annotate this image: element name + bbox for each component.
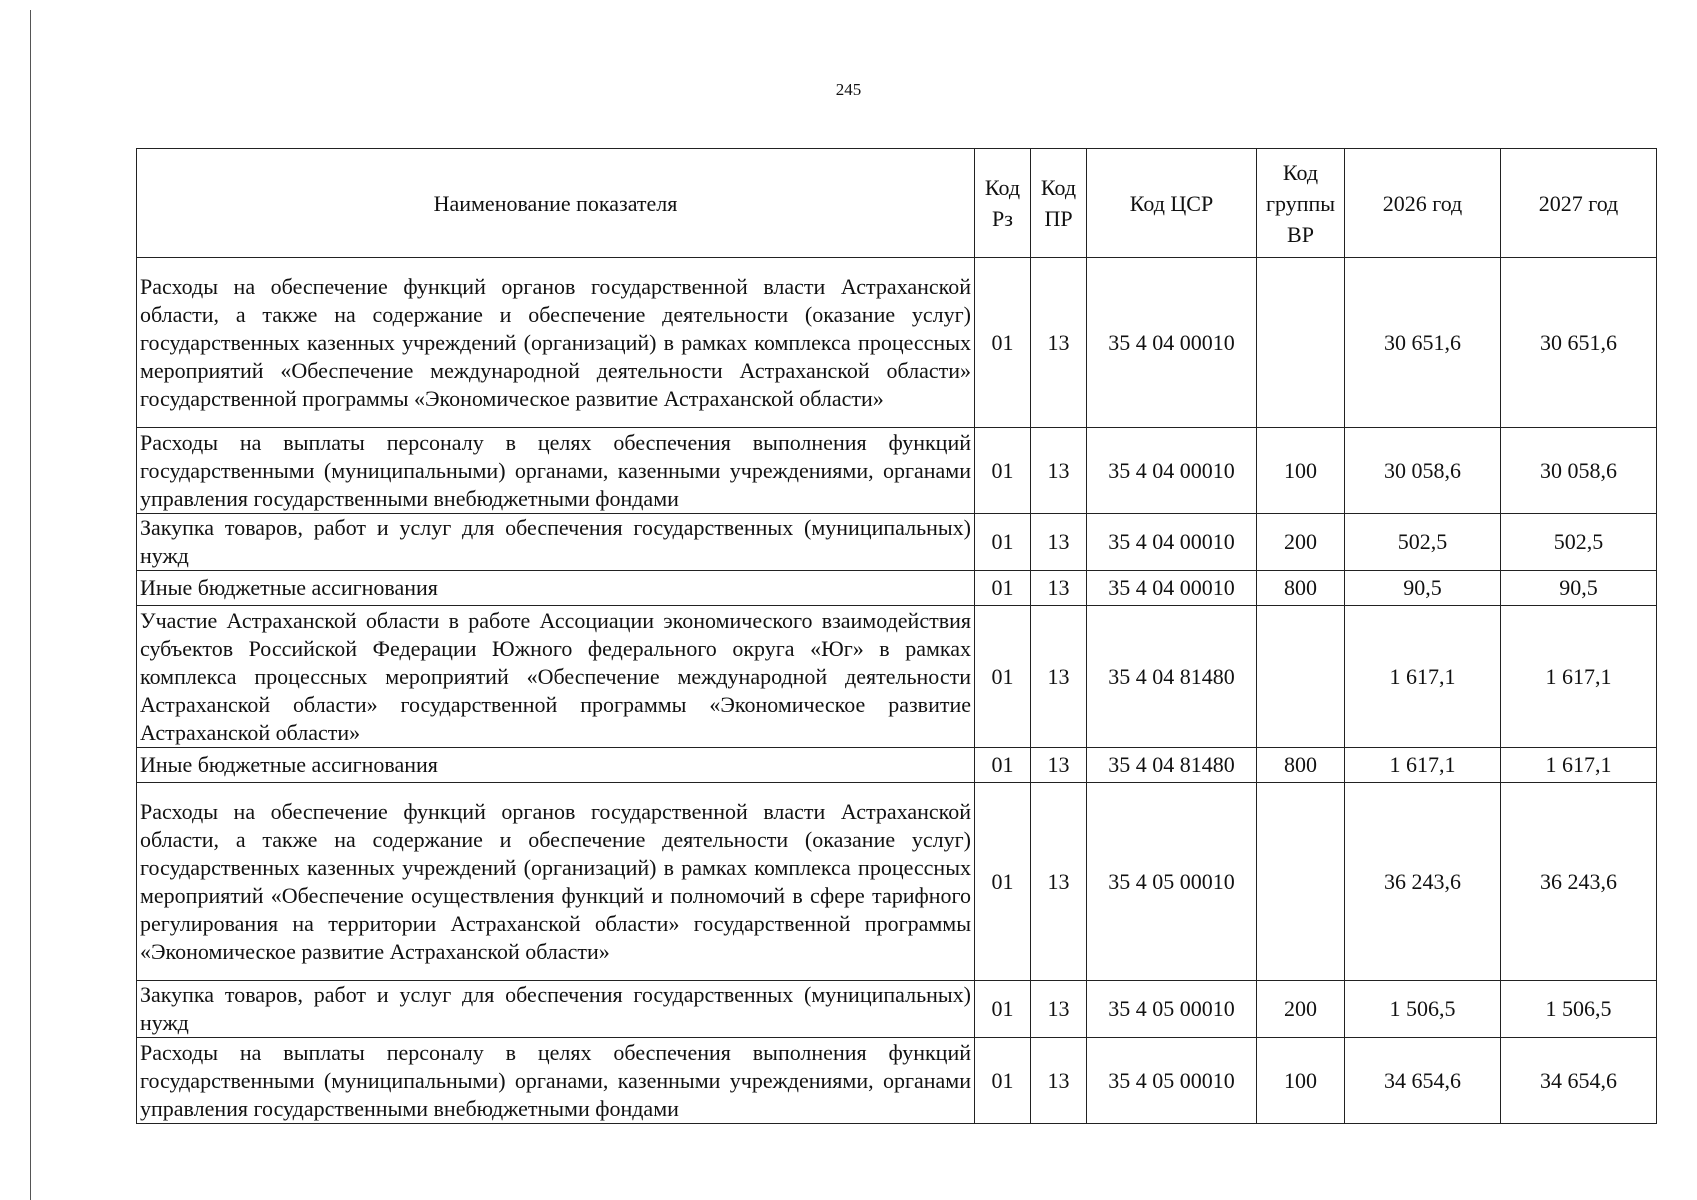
row-2027: 34 654,6 [1501, 1038, 1657, 1124]
row-2026: 1 617,1 [1345, 748, 1501, 783]
row-vr: 800 [1257, 748, 1345, 783]
row-name: Расходы на обеспечение функций органов государственной власти Астраханской области, а также на содержание и обеспечение деятельности (оказание услуг) государственных казенных учреждений (организаций) в рамках комплекса процессных мероприятий «Обеспечение международной деятельности Астраханской области» государственной программы «Экономическое развитие Астраханской области» [137, 258, 975, 428]
row-name: Расходы на выплаты персоналу в целях обеспечения выполнения функций государственными (муниципальными) органами, казенными учреждениями, органами управления государственными внебюджетными фондами [137, 1038, 975, 1124]
row-name: Расходы на выплаты персоналу в целях обеспечения выполнения функций государственными (муниципальными) органами, казенными учреждениями, органами управления государственными внебюджетными фондами [137, 428, 975, 514]
header-csr: Код ЦСР [1087, 149, 1257, 258]
row-name: Закупка товаров, работ и услуг для обеспечения государственных (муниципальных) нужд [137, 981, 975, 1038]
row-rz: 01 [975, 981, 1031, 1038]
table-row [137, 571, 1657, 606]
table-row [137, 981, 1657, 1038]
header-row [137, 149, 1657, 258]
row-vr: 100 [1257, 428, 1345, 514]
row-rz: 01 [975, 571, 1031, 606]
row-name: Участие Астраханской области в работе Ассоциации экономического взаимодействия субъектов Российской Федерации Южного федерального округа «Юг» в рамках комплекса процессных мероприятий «Обеспечение международной деятельности Астраханской области» государственной программы «Экономическое развитие Астраханской области» [137, 606, 975, 748]
table-row [137, 258, 1657, 428]
row-name: Иные бюджетные ассигнования [137, 571, 975, 606]
table-row [137, 748, 1657, 783]
row-2026: 30 651,6 [1345, 258, 1501, 428]
row-vr: 100 [1257, 1038, 1345, 1124]
row-csr: 35 4 04 81480 [1087, 606, 1257, 748]
row-2026: 502,5 [1345, 514, 1501, 571]
row-pr: 13 [1031, 748, 1087, 783]
row-pr: 13 [1031, 783, 1087, 981]
header-vr: Код группы ВР [1257, 149, 1345, 258]
header-name: Наименование показателя [137, 149, 975, 258]
row-csr: 35 4 04 00010 [1087, 428, 1257, 514]
row-2027: 1 617,1 [1501, 606, 1657, 748]
row-vr [1257, 606, 1345, 748]
row-2026: 34 654,6 [1345, 1038, 1501, 1124]
row-rz: 01 [975, 428, 1031, 514]
row-csr: 35 4 04 00010 [1087, 514, 1257, 571]
row-rz: 01 [975, 783, 1031, 981]
header-pr: Код ПР [1031, 149, 1087, 258]
row-pr: 13 [1031, 981, 1087, 1038]
row-csr: 35 4 05 00010 [1087, 783, 1257, 981]
header-rz: Код Рз [975, 149, 1031, 258]
table-row [137, 514, 1657, 571]
row-csr: 35 4 05 00010 [1087, 981, 1257, 1038]
row-2027: 30 651,6 [1501, 258, 1657, 428]
row-rz: 01 [975, 514, 1031, 571]
header-2027: 2027 год [1501, 149, 1657, 258]
row-vr [1257, 783, 1345, 981]
row-2027: 502,5 [1501, 514, 1657, 571]
row-rz: 01 [975, 258, 1031, 428]
row-pr: 13 [1031, 606, 1087, 748]
row-vr: 200 [1257, 981, 1345, 1038]
row-2026: 30 058,6 [1345, 428, 1501, 514]
row-vr: 800 [1257, 571, 1345, 606]
row-2027: 90,5 [1501, 571, 1657, 606]
row-pr: 13 [1031, 1038, 1087, 1124]
row-2027: 30 058,6 [1501, 428, 1657, 514]
row-pr: 13 [1031, 514, 1087, 571]
table-row [137, 1038, 1657, 1124]
row-name: Иные бюджетные ассигнования [137, 748, 975, 783]
row-2027: 1 617,1 [1501, 748, 1657, 783]
row-rz: 01 [975, 606, 1031, 748]
row-name: Расходы на обеспечение функций органов государственной власти Астраханской области, а также на содержание и обеспечение деятельности (оказание услуг) государственных казенных учреждений (организаций) в рамках комплекса процессных мероприятий «Обеспечение осуществления функций и полномочий в сфере тарифного регулирования на территории Астраханской области» государственной программы «Экономическое развитие Астраханской области» [137, 783, 975, 981]
row-pr: 13 [1031, 571, 1087, 606]
table-row [137, 428, 1657, 514]
row-2026: 90,5 [1345, 571, 1501, 606]
row-vr: 200 [1257, 514, 1345, 571]
row-csr: 35 4 05 00010 [1087, 1038, 1257, 1124]
header-2026: 2026 год [1345, 149, 1501, 258]
row-csr: 35 4 04 81480 [1087, 748, 1257, 783]
row-rz: 01 [975, 748, 1031, 783]
row-2027: 36 243,6 [1501, 783, 1657, 981]
table-row [137, 606, 1657, 748]
row-2026: 1 506,5 [1345, 981, 1501, 1038]
row-2026: 1 617,1 [1345, 606, 1501, 748]
row-2027: 1 506,5 [1501, 981, 1657, 1038]
row-pr: 13 [1031, 428, 1087, 514]
row-pr: 13 [1031, 258, 1087, 428]
table-header [137, 149, 1657, 258]
budget-table [136, 148, 1657, 1124]
table-row [137, 783, 1657, 981]
page-number: 245 [835, 80, 862, 99]
table-body [137, 258, 1657, 1124]
row-2026: 36 243,6 [1345, 783, 1501, 981]
row-csr: 35 4 04 00010 [1087, 258, 1257, 428]
row-name: Закупка товаров, работ и услуг для обеспечения государственных (муниципальных) нужд [137, 514, 975, 571]
row-vr [1257, 258, 1345, 428]
binding-margin-line [30, 10, 31, 1200]
row-rz: 01 [975, 1038, 1031, 1124]
row-csr: 35 4 04 00010 [1087, 571, 1257, 606]
